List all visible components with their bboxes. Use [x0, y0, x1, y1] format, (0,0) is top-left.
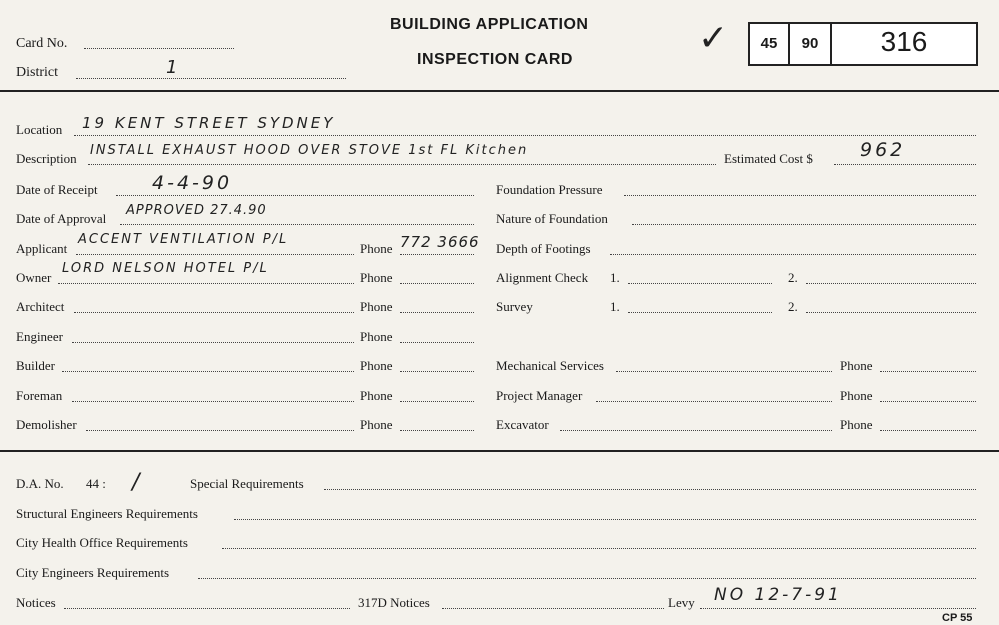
- foreman-line[interactable]: [72, 401, 354, 402]
- owner-value: LORD NELSON HOTEL P/L: [62, 261, 269, 276]
- da-no-value: 44 :: [86, 476, 106, 491]
- builder-phone-label: Phone: [360, 358, 393, 373]
- builder-line[interactable]: [62, 371, 354, 372]
- survey-2-label: 2.: [788, 299, 798, 314]
- survey-1-line[interactable]: [628, 312, 772, 313]
- survey-2-line[interactable]: [806, 312, 976, 313]
- excavator-phone-label: Phone: [840, 417, 873, 432]
- levy-label: Levy: [668, 595, 695, 610]
- description-value: INSTALL EXHAUST HOOD OVER STOVE 1st FL Kitchen: [90, 143, 529, 158]
- notices-line[interactable]: [64, 608, 350, 609]
- foreman-phone-line[interactable]: [400, 401, 474, 402]
- project-manager-phone-label: Phone: [840, 388, 873, 403]
- structural-engineers-line[interactable]: [234, 519, 976, 520]
- excavator-phone-line[interactable]: [880, 430, 976, 431]
- notices-317d-label: 317D Notices: [358, 595, 430, 610]
- date-receipt-line[interactable]: [116, 195, 474, 196]
- owner-line[interactable]: [58, 283, 354, 284]
- check-mark: ✓: [698, 18, 732, 59]
- builder-label: Builder: [16, 358, 55, 373]
- date-approval-line[interactable]: [120, 224, 474, 225]
- levy-line[interactable]: [700, 608, 976, 609]
- applicant-line[interactable]: [76, 254, 354, 255]
- engineer-phone-label: Phone: [360, 329, 393, 344]
- applicant-phone-label: Phone: [360, 241, 393, 256]
- city-health-line[interactable]: [222, 548, 976, 549]
- notices-label: Notices: [16, 595, 56, 610]
- alignment-1-line[interactable]: [628, 283, 772, 284]
- survey-1-label: 1.: [610, 299, 620, 314]
- engineer-label: Engineer: [16, 329, 63, 344]
- demolisher-phone-line[interactable]: [400, 430, 474, 431]
- foundation-pressure-line[interactable]: [624, 195, 976, 196]
- district-line[interactable]: [76, 78, 346, 79]
- mechanical-phone-label: Phone: [840, 358, 873, 373]
- divider-top: [0, 90, 999, 92]
- date-approval-label: Date of Approval: [16, 211, 107, 226]
- owner-label: Owner: [16, 270, 52, 285]
- estimated-cost-value: 962: [860, 139, 906, 161]
- card-number-box: [748, 22, 978, 66]
- applicant-phone-value: 772 3666: [400, 233, 480, 251]
- title-line2: INSPECTION CARD: [417, 51, 573, 68]
- demolisher-label: Demolisher: [16, 417, 77, 432]
- card-no-line[interactable]: [84, 48, 234, 49]
- box-a-value: 45: [760, 35, 778, 52]
- depth-footings-line[interactable]: [610, 254, 976, 255]
- mechanical-services-label: Mechanical Services: [496, 358, 604, 373]
- architect-phone-line[interactable]: [400, 312, 474, 313]
- location-value: 19 KENT STREET SYDNEY: [82, 114, 336, 132]
- date-approval-value: APPROVED 27.4.90: [126, 203, 267, 218]
- foreman-phone-label: Phone: [360, 388, 393, 403]
- survey-label: Survey: [496, 299, 533, 314]
- alignment-check-label: Alignment Check: [496, 270, 589, 285]
- da-no-label: D.A. No.: [16, 476, 64, 491]
- city-engineers-label: City Engineers Requirements: [16, 565, 170, 580]
- project-manager-label: Project Manager: [496, 388, 583, 403]
- engineer-phone-line[interactable]: [400, 342, 474, 343]
- special-requirements-label: Special Requirements: [190, 476, 304, 491]
- architect-line[interactable]: [74, 312, 354, 313]
- excavator-line[interactable]: [560, 430, 832, 431]
- date-receipt-label: Date of Receipt: [16, 182, 98, 197]
- nature-foundation-label: Nature of Foundation: [496, 211, 608, 226]
- location-label: Location: [16, 122, 63, 137]
- applicant-phone-line[interactable]: [400, 254, 474, 255]
- divider-middle: [0, 450, 999, 452]
- architect-label: Architect: [16, 299, 65, 314]
- levy-value: NO 12-7-91: [714, 585, 842, 605]
- owner-phone-label: Phone: [360, 270, 393, 285]
- alignment-2-line[interactable]: [806, 283, 976, 284]
- description-label: Description: [16, 151, 77, 166]
- city-engineers-line[interactable]: [198, 578, 976, 579]
- special-requirements-line[interactable]: [324, 489, 976, 490]
- applicant-label: Applicant: [16, 241, 68, 256]
- form-code: CP 55: [942, 612, 973, 624]
- foundation-pressure-label: Foundation Pressure: [496, 182, 603, 197]
- district-label: District: [16, 65, 58, 80]
- architect-phone-label: Phone: [360, 299, 393, 314]
- depth-footings-label: Depth of Footings: [496, 241, 591, 256]
- card-number-value: 316: [880, 26, 928, 57]
- notices-317d-line[interactable]: [442, 608, 664, 609]
- project-manager-line[interactable]: [596, 401, 832, 402]
- demolisher-phone-label: Phone: [360, 417, 393, 432]
- nature-foundation-line[interactable]: [632, 224, 976, 225]
- excavator-label: Excavator: [496, 417, 549, 432]
- alignment-2-label: 2.: [788, 270, 798, 285]
- description-line[interactable]: [88, 164, 716, 165]
- alignment-1-label: 1.: [610, 270, 620, 285]
- title-line1: BUILDING APPLICATION: [390, 16, 589, 33]
- location-line[interactable]: [74, 135, 976, 136]
- card-no-label: Card No.: [16, 36, 68, 51]
- project-manager-phone-line[interactable]: [880, 401, 976, 402]
- builder-phone-line[interactable]: [400, 371, 474, 372]
- applicant-value: ACCENT VENTILATION P/L: [78, 232, 289, 247]
- date-receipt-value: 4-4-90: [152, 172, 233, 194]
- district-value: 1: [166, 57, 181, 78]
- estimated-cost-label: Estimated Cost $: [724, 151, 813, 166]
- engineer-line[interactable]: [72, 342, 354, 343]
- city-health-label: City Health Office Requirements: [16, 535, 188, 550]
- da-mark: /: [132, 470, 140, 495]
- foreman-label: Foreman: [16, 388, 63, 403]
- demolisher-line[interactable]: [86, 430, 354, 431]
- estimated-cost-line[interactable]: [834, 164, 976, 165]
- owner-phone-line[interactable]: [400, 283, 474, 284]
- box-b-value: 90: [801, 35, 819, 52]
- mechanical-services-line[interactable]: [616, 371, 832, 372]
- structural-engineers-label: Structural Engineers Requirements: [16, 506, 198, 521]
- mechanical-phone-line[interactable]: [880, 371, 976, 372]
